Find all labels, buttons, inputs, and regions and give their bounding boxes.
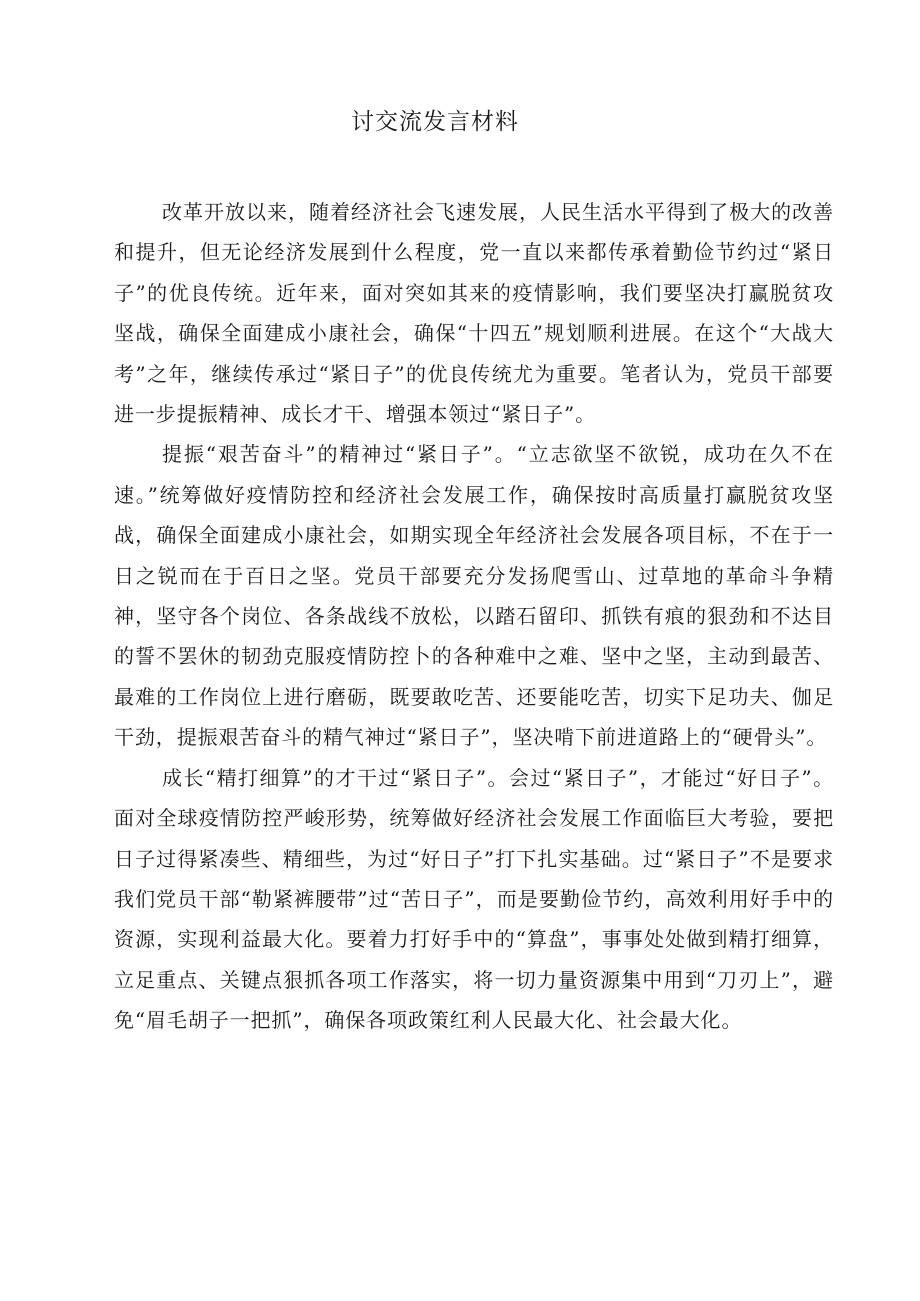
paragraph-3: 成长“精打细算”的才干过“紧日子”。会过“紧日子”，才能过“好日子”。面对全球疫情防控严峻形势，统筹做好经济社会发展工作面临巨大考验，要把日子过得紧凑些、精细些，为过“好日子”打下扎实基础。过“紧日子”不是要求我们党员干部“勒紧裤腰带”过“苦日子”，而是要勤俭节约，高效利用好手中的资源，实现利益最大化。要着力打好手中的“算盘”，事事处处做到精打细算，立足重点、关键点狠抓各项工作落实，将一切力量资源集中用到“刀刃上”，避免“眉毛胡子一把抓”，确保各项政策红利人民最大化、社会最大化。 [114, 765, 834, 1033]
document-body [114, 192, 834, 1041]
document-title: 讨交流发言材料 [351, 109, 519, 135]
paragraph-2: 提振“艰苦奋斗”的精神过“紧日子”。“立志欲坚不欲锐，成功在久不在速。”统筹做好疫情防控和经济社会发展工作，确保按时高质量打赢脱贫攻坚战，确保全面建成小康社会，如期实现全年经济社会发展各项目标，不在于一日之锐而在于百日之坚。党员干部要充分发扬爬雪山、过草地的革命斗争精神，坚守各个岗位、各条战线不放松，以踏石留印、抓铁有痕的狠劲和不达目的誓不罢休的韧劲克服疫情防控卜的各种难中之难、坚中之坚，主动到最苦、最难的工作岗位上进行磨砺，既要敢吃苦、还要能吃苦，切实下足功夫、伽足干劲，提振艰苦奋斗的精气神过“紧日子”，坚决啃下前进道路上的“硬骨头”。 [114, 442, 834, 750]
paragraph-1: 改革开放以来，随着经济社会飞速发展，人民生活水平得到了极大的改善和提升，但无论经济发展到什么程度，党一直以来都传承着勤俭节约过“紧日子”的优良传统。近年来，面对突如其来的疫情影响，我们要坚决打赢脱贫攻坚战，确保全面建成小康社会，确保“十四五”规划顺利进展。在这个“大战大考”之年，继续传承过“紧日子”的优良传统尤为重要。笔者认为，党员干部要进一步提振精神、成长才干、增强本领过“紧日子”。 [114, 200, 834, 427]
